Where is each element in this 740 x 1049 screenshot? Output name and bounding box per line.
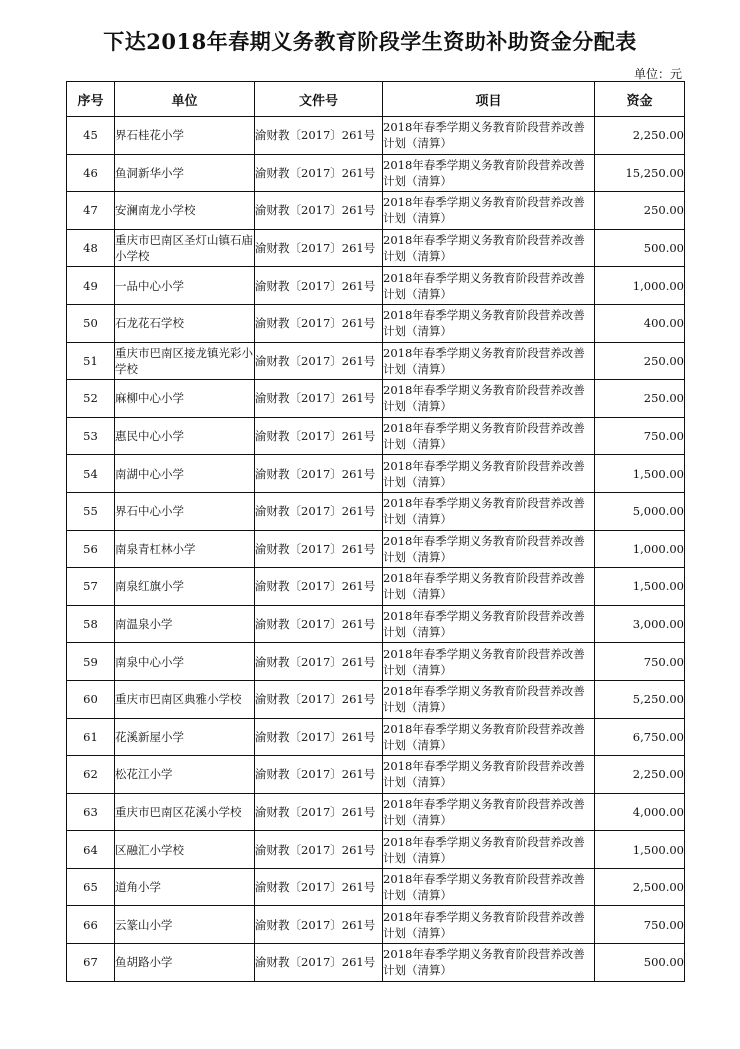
row-project: 2018年春季学期义务教育阶段营养改善计划（清算） <box>383 568 595 606</box>
header-no: 序号 <box>67 82 115 117</box>
header-amount: 资金 <box>595 82 685 117</box>
row-file-number: 渝财教〔2017〕261号 <box>255 643 383 681</box>
row-file-number: 渝财教〔2017〕261号 <box>255 192 383 230</box>
table-body <box>67 117 685 982</box>
row-file-number: 渝财教〔2017〕261号 <box>255 154 383 192</box>
header-item: 项目 <box>383 82 595 117</box>
row-unit-name: 鱼洞新华小学 <box>115 154 255 192</box>
row-amount: 750.00 <box>595 417 685 455</box>
row-number: 66 <box>67 906 115 944</box>
row-file-number: 渝财教〔2017〕261号 <box>255 530 383 568</box>
row-number: 62 <box>67 756 115 794</box>
row-project: 2018年春季学期义务教育阶段营养改善计划（清算） <box>383 906 595 944</box>
row-amount: 1,000.00 <box>595 530 685 568</box>
table-row <box>67 868 685 906</box>
row-unit-name: 南泉中心小学 <box>115 643 255 681</box>
row-project: 2018年春季学期义务教育阶段营养改善计划（清算） <box>383 342 595 380</box>
allocation-table <box>66 81 685 982</box>
table-row <box>67 417 685 455</box>
row-amount: 5,000.00 <box>595 492 685 530</box>
row-number: 49 <box>67 267 115 305</box>
row-number: 54 <box>67 455 115 493</box>
row-unit-name: 重庆市巴南区圣灯山镇石庙小学校 <box>115 229 255 267</box>
row-file-number: 渝财教〔2017〕261号 <box>255 417 383 455</box>
row-unit-name: 南泉红旗小学 <box>115 568 255 606</box>
row-unit-name: 麻柳中心小学 <box>115 380 255 418</box>
row-amount: 2,250.00 <box>595 756 685 794</box>
table-row <box>67 342 685 380</box>
row-project: 2018年春季学期义务教育阶段营养改善计划（清算） <box>383 192 595 230</box>
row-amount: 4,000.00 <box>595 793 685 831</box>
row-number: 56 <box>67 530 115 568</box>
row-file-number: 渝财教〔2017〕261号 <box>255 793 383 831</box>
row-amount: 15,250.00 <box>595 154 685 192</box>
row-file-number: 渝财教〔2017〕261号 <box>255 680 383 718</box>
row-unit-name: 重庆市巴南区典雅小学校 <box>115 680 255 718</box>
table-row <box>67 117 685 155</box>
table-row <box>67 304 685 342</box>
row-amount: 1,500.00 <box>595 455 685 493</box>
table-row <box>67 831 685 869</box>
row-unit-name: 南湖中心小学 <box>115 455 255 493</box>
row-number: 52 <box>67 380 115 418</box>
table-row <box>67 643 685 681</box>
unit-label: 单位：元 <box>633 67 682 81</box>
table-row <box>67 530 685 568</box>
row-number: 61 <box>67 718 115 756</box>
row-project: 2018年春季学期义务教育阶段营养改善计划（清算） <box>383 756 595 794</box>
table-row <box>67 944 685 982</box>
row-project: 2018年春季学期义务教育阶段营养改善计划（清算） <box>383 831 595 869</box>
row-file-number: 渝财教〔2017〕261号 <box>255 267 383 305</box>
row-unit-name: 界石中心小学 <box>115 492 255 530</box>
row-number: 60 <box>67 680 115 718</box>
row-unit-name: 道角小学 <box>115 868 255 906</box>
row-amount: 2,500.00 <box>595 868 685 906</box>
row-file-number: 渝财教〔2017〕261号 <box>255 304 383 342</box>
row-unit-name: 重庆市巴南区接龙镇光彩小学校 <box>115 342 255 380</box>
row-number: 55 <box>67 492 115 530</box>
row-file-number: 渝财教〔2017〕261号 <box>255 868 383 906</box>
row-unit-name: 重庆市巴南区花溪小学校 <box>115 793 255 831</box>
row-unit-name: 花溪新屋小学 <box>115 718 255 756</box>
row-number: 65 <box>67 868 115 906</box>
row-amount: 250.00 <box>595 192 685 230</box>
row-unit-name: 惠民中心小学 <box>115 417 255 455</box>
row-amount: 2,250.00 <box>595 117 685 155</box>
table-row <box>67 455 685 493</box>
header-file: 文件号 <box>255 82 383 117</box>
row-file-number: 渝财教〔2017〕261号 <box>255 831 383 869</box>
row-unit-name: 安澜南龙小学校 <box>115 192 255 230</box>
table-row <box>67 267 685 305</box>
row-amount: 5,250.00 <box>595 680 685 718</box>
row-number: 58 <box>67 605 115 643</box>
row-project: 2018年春季学期义务教育阶段营养改善计划（清算） <box>383 380 595 418</box>
row-number: 64 <box>67 831 115 869</box>
row-project: 2018年春季学期义务教育阶段营养改善计划（清算） <box>383 117 595 155</box>
row-amount: 1,500.00 <box>595 568 685 606</box>
row-file-number: 渝财教〔2017〕261号 <box>255 718 383 756</box>
row-amount: 1,000.00 <box>595 267 685 305</box>
row-number: 50 <box>67 304 115 342</box>
table-row <box>67 793 685 831</box>
row-amount: 1,500.00 <box>595 831 685 869</box>
table-row <box>67 906 685 944</box>
row-amount: 750.00 <box>595 643 685 681</box>
row-amount: 250.00 <box>595 342 685 380</box>
row-number: 45 <box>67 117 115 155</box>
row-unit-name: 云篆山小学 <box>115 906 255 944</box>
row-project: 2018年春季学期义务教育阶段营养改善计划（清算） <box>383 455 595 493</box>
row-number: 57 <box>67 568 115 606</box>
header-unit: 单位 <box>115 82 255 117</box>
table-row <box>67 492 685 530</box>
row-project: 2018年春季学期义务教育阶段营养改善计划（清算） <box>383 793 595 831</box>
row-amount: 750.00 <box>595 906 685 944</box>
row-number: 59 <box>67 643 115 681</box>
row-number: 67 <box>67 944 115 982</box>
row-amount: 500.00 <box>595 944 685 982</box>
table-row <box>67 568 685 606</box>
row-amount: 400.00 <box>595 304 685 342</box>
row-file-number: 渝财教〔2017〕261号 <box>255 756 383 794</box>
row-unit-name: 界石桂花小学 <box>115 117 255 155</box>
row-project: 2018年春季学期义务教育阶段营养改善计划（清算） <box>383 417 595 455</box>
row-file-number: 渝财教〔2017〕261号 <box>255 944 383 982</box>
row-number: 48 <box>67 229 115 267</box>
row-unit-name: 石龙花石学校 <box>115 304 255 342</box>
row-file-number: 渝财教〔2017〕261号 <box>255 492 383 530</box>
row-unit-name: 区融汇小学校 <box>115 831 255 869</box>
row-project: 2018年春季学期义务教育阶段营养改善计划（清算） <box>383 680 595 718</box>
row-project: 2018年春季学期义务教育阶段营养改善计划（清算） <box>383 492 595 530</box>
row-unit-name: 一品中心小学 <box>115 267 255 305</box>
table-row <box>67 605 685 643</box>
row-amount: 6,750.00 <box>595 718 685 756</box>
row-file-number: 渝财教〔2017〕261号 <box>255 455 383 493</box>
table-header-row <box>67 82 685 117</box>
row-file-number: 渝财教〔2017〕261号 <box>255 568 383 606</box>
table-row <box>67 680 685 718</box>
row-unit-name: 南温泉小学 <box>115 605 255 643</box>
row-file-number: 渝财教〔2017〕261号 <box>255 117 383 155</box>
row-project: 2018年春季学期义务教育阶段营养改善计划（清算） <box>383 229 595 267</box>
row-number: 53 <box>67 417 115 455</box>
row-project: 2018年春季学期义务教育阶段营养改善计划（清算） <box>383 154 595 192</box>
row-file-number: 渝财教〔2017〕261号 <box>255 906 383 944</box>
row-amount: 500.00 <box>595 229 685 267</box>
document-title: 下达2018年春期义务教育阶段学生资助补助资金分配表 <box>103 29 637 54</box>
row-project: 2018年春季学期义务教育阶段营养改善计划（清算） <box>383 643 595 681</box>
row-number: 46 <box>67 154 115 192</box>
row-unit-name: 鱼胡路小学 <box>115 944 255 982</box>
row-project: 2018年春季学期义务教育阶段营养改善计划（清算） <box>383 718 595 756</box>
row-amount: 3,000.00 <box>595 605 685 643</box>
row-project: 2018年春季学期义务教育阶段营养改善计划（清算） <box>383 605 595 643</box>
row-number: 51 <box>67 342 115 380</box>
table-row <box>67 756 685 794</box>
row-number: 47 <box>67 192 115 230</box>
row-file-number: 渝财教〔2017〕261号 <box>255 229 383 267</box>
table-row <box>67 380 685 418</box>
table-row <box>67 229 685 267</box>
table-row <box>67 718 685 756</box>
row-file-number: 渝财教〔2017〕261号 <box>255 342 383 380</box>
row-amount: 250.00 <box>595 380 685 418</box>
row-file-number: 渝财教〔2017〕261号 <box>255 380 383 418</box>
row-unit-name: 松花江小学 <box>115 756 255 794</box>
row-project: 2018年春季学期义务教育阶段营养改善计划（清算） <box>383 530 595 568</box>
row-unit-name: 南泉青杠林小学 <box>115 530 255 568</box>
table-row <box>67 192 685 230</box>
row-project: 2018年春季学期义务教育阶段营养改善计划（清算） <box>383 304 595 342</box>
row-project: 2018年春季学期义务教育阶段营养改善计划（清算） <box>383 944 595 982</box>
row-project: 2018年春季学期义务教育阶段营养改善计划（清算） <box>383 267 595 305</box>
table-row <box>67 154 685 192</box>
row-file-number: 渝财教〔2017〕261号 <box>255 605 383 643</box>
row-project: 2018年春季学期义务教育阶段营养改善计划（清算） <box>383 868 595 906</box>
row-number: 63 <box>67 793 115 831</box>
